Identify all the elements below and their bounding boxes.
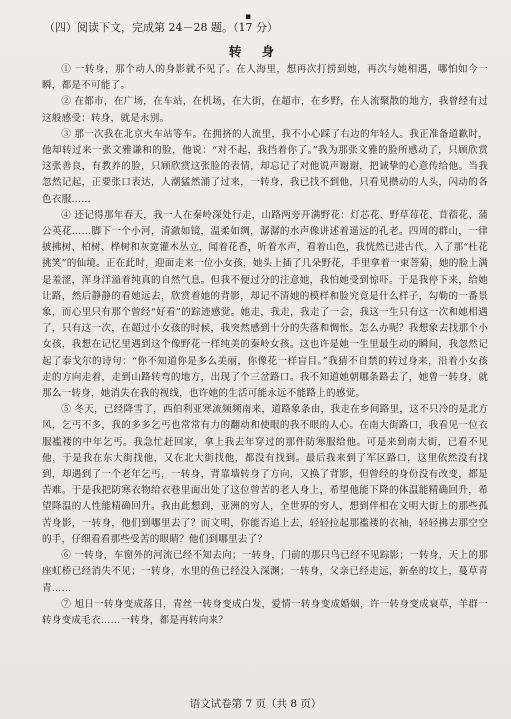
section-heading: （四）阅读下文，完成第 24－28 题。（17 分） bbox=[44, 21, 278, 34]
paragraph-3: ③ 那一次我在北京火车站等车。在拥挤的人流里，我不小心踩了右边的年轻人。我正准备道歉时，他却转过来一张文雅谦和的脸，他说：“对不起，我挡着你了。”我为那张文雅的脸所感动了，只顾欣赏这张善良，有教养的脸，只顾欣赏这张脸的表情，却忘记了对他说声谢谢，把诚挚的心意传给他。当我忽然记起，正要张口表达，人潮猛然涌了过来，一转身，我已找不到他，只看见攒动的人头，闪动的各色衣服…… bbox=[42, 128, 488, 205]
page-footer: 语文试卷第 7 页（共 8 页） bbox=[189, 698, 322, 710]
paragraph-6: ⑥ 一转身，车窗外的河流已经不知去向；一转身，门前的那只鸟已经不见踪影；一转身，天上的那座虹桥已经消失不见；一转身，水里的鱼已经没入深渊；一转身，父亲已经走远，新垒的坟上，蔓草青青…… bbox=[42, 550, 488, 594]
paragraph-7: ⑦ 旭日一转身变成落日，青丝一转身变成白发，爱情一转身变成婚姻，许一转身变成衰草，羊群一转身变成毛衣……一转身，都是再转向来？ bbox=[42, 598, 488, 626]
paragraph-4: ④ 还记得那年春天，我一人在秦岭深处行走，山路两旁开满野花：灯芯花、野草莓花、苜蓿花、蒲公英花……脚下一个小河，清澈如镜，温柔如绸，潺潺的水声像讲述着遥远的孔老。四周的群山，一律披拂树、柏树、桦树和灰宽灌木丛立，闻着花香，听着水声，看着山色，我恍然已进古代，入了那“杜花挑笑”的仙境。正在此时，迎面走来一位小女孩，她头上插了几朵野花，手里拿着一束菩菊，她的脸上满是羞涩，浑身洋溢着纯真的自然气息。但我不便过分的注意她，我怕她受到惊吓。于是我停下来，给她让路，然后静静的看她远去，欣赏着她的背影，却记不清她的模样和脸究竟是什么样子，勾勒的一番景象，而心里只有那个曾经“好看”的踪迹感觉。她走，我走，我走了一会，我这一生只有这一次和她相遇了，只有这一次，在超过小女孩的时候，我突然感到十分的失落和惆怅。怎么办呢？我想象去找那个小女孩，我想在记忆里遇到这个像野花一样纯美的秦岭女孩。这也许是她一生里最生动的瞬间，我忽然记起了泰戈尔的诗句：“你不知道你是多么美丽，你像花一样盲目。”我猜不自禁的转过身来，沿着小女孩走的方向走着，走到山路转弯的地方，出现了个三岔路口。我不知道她朝哪条路去了，她曾一转身，就那么一转身，她消失在我的视线，也许她的生活可能永远不能路上的感觉。 bbox=[42, 209, 488, 400]
article-body bbox=[42, 62, 488, 629]
page-mark: ▪ bbox=[245, 12, 252, 22]
paragraph-5: ⑤ 冬天，已经降雪了，西伯利亚寒流频频南来，道路象条由，我走在乡间路里，这不只冷的是北方风，乞丐不多，我的多多乞丐也常常有力的翻动和使眼的我不眼的人心。在南大街路口，我看见一位衣服褴褛的中年乞丐。我急忙赶回家，拿上我去年穿过的那件防寒服给他。可是来到南大街，已看不见他，于是我在东大街找他，又在北大街找他，都没有找到。最后我来到了军区路口，这里依然没有找到，却遇到了一个老年乞丐，一转身，背靠墙转身了方向，又换了背影，但曾经的身份没有改变，都是苦难。于是我把防寒衣物给衣巷里面出处了这位曾苦的老人身上，希望他能下降的体温能精确回升，希望降温的人性能精确回升。我由此想到，亚洲的穷人，全世界的穷人，想到伴相在文明大街上的那些孤苦身影，一转身，他们到哪里去了？而文明，你能否追上去，轻轻拉起那褴褛的衣袖，轻轻拂去那空空的手，仔细看看那些受苦的眼睛？他们到哪里去了？ bbox=[42, 404, 488, 545]
article-title: 转 身 bbox=[228, 44, 283, 59]
paragraph-1: ① 一转身，那个动人的身影就不见了。在人海里，想再次打捞到她，再次与她相遇，哪怕如今一瞬，都是不可能了。 bbox=[42, 64, 488, 92]
paragraph-2: ② 在都市，在广场，在车站，在机场，在大街，在超市，在乡野，在人流聚散的地方，我曾经有过这般感受：转身，就是永别。 bbox=[42, 96, 488, 124]
